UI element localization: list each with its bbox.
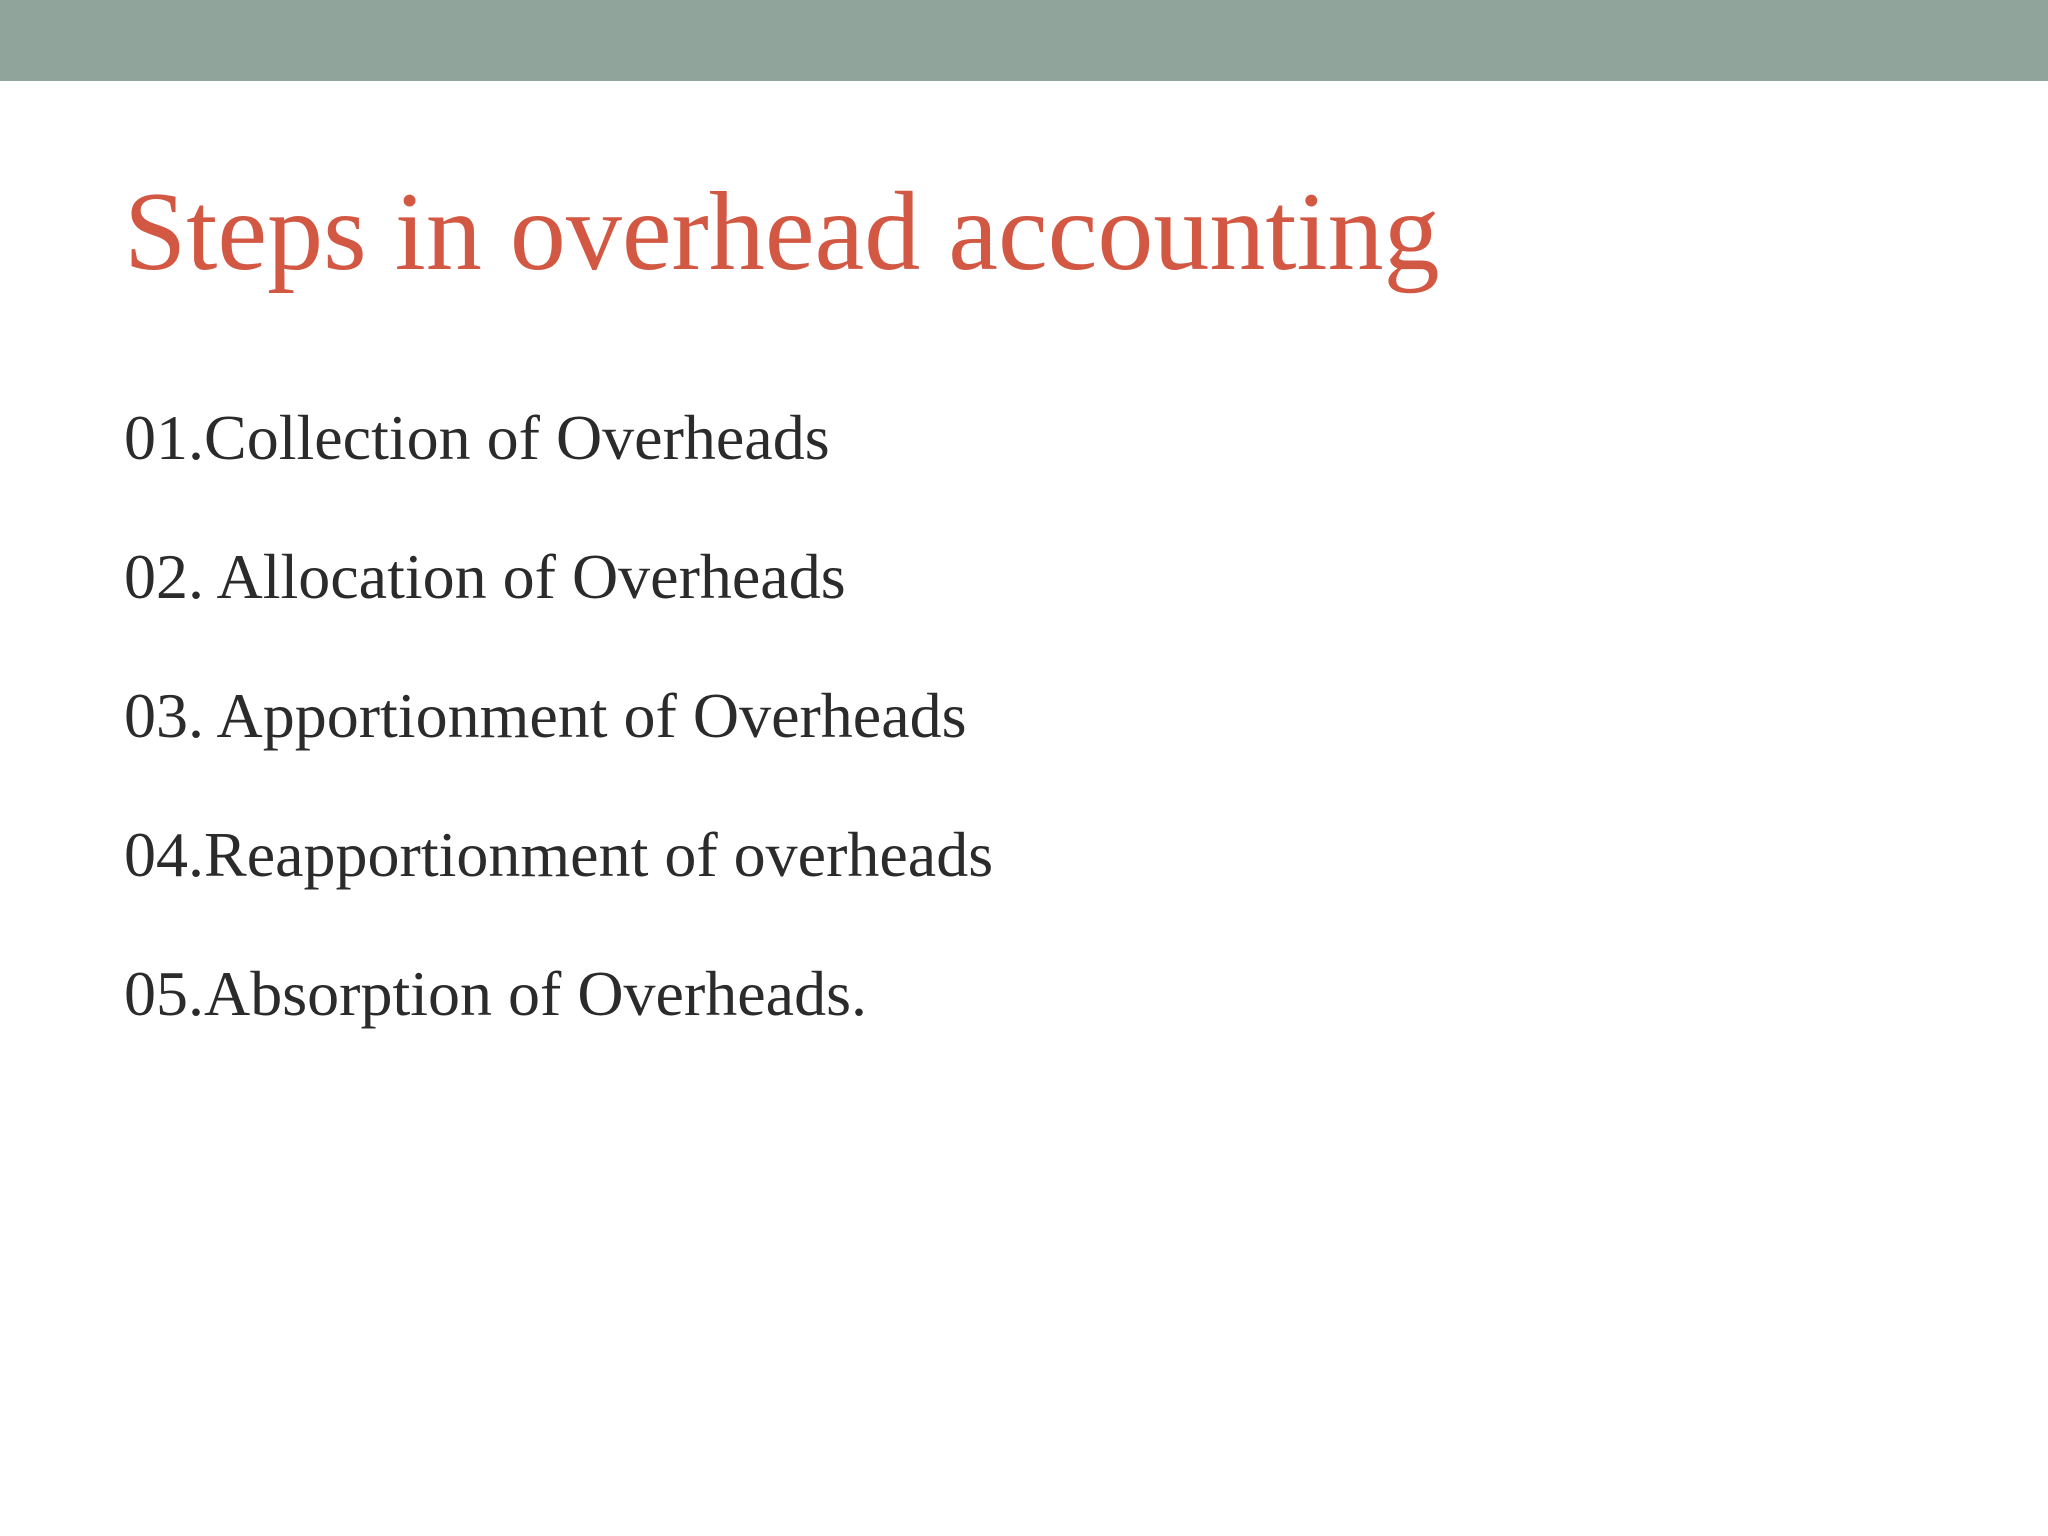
step-item-reapportionment: 04.Reapportionment of overheads: [124, 819, 994, 890]
slide-title: Steps in overhead accounting: [124, 170, 1440, 294]
step-item-allocation: 02. Allocation of Overheads: [124, 541, 846, 612]
step-item-apportionment: 03. Apportionment of Overheads: [124, 680, 967, 751]
step-item-collection: 01.Collection of Overheads: [124, 402, 830, 473]
step-item-absorption: 05.Absorption of Overheads.: [124, 958, 867, 1029]
top-accent-band: [0, 0, 2048, 81]
steps-list: [124, 400, 993, 1095]
